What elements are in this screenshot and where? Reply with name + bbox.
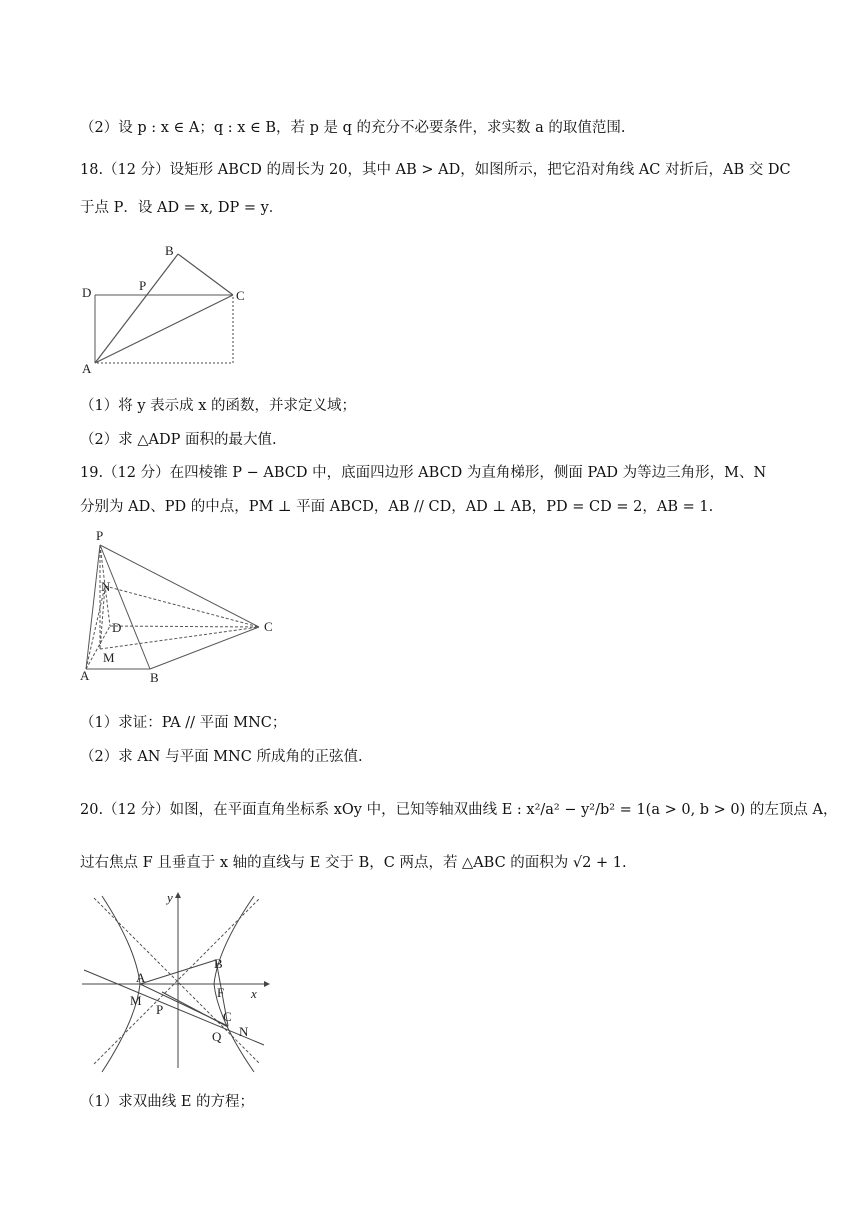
line-q18-intro: 18.（12 分）设矩形 ABCD 的周长为 20，其中 AB > AD，如图所示，把它沿对角线 AC 对折后，AB 交 DC xyxy=(80,162,791,178)
label-B: B xyxy=(214,956,223,971)
label-M: M xyxy=(130,993,142,1008)
figure-folded-rectangle xyxy=(78,240,258,380)
figure-hyperbola xyxy=(78,888,278,1073)
line-q19-intro: 19.（12 分）在四棱锥 P − ABCD 中，底面四边形 ABCD 为直角梯形，侧面 PAD 为等边三角形，M、N xyxy=(80,465,767,481)
label-Q: Q xyxy=(212,1029,222,1044)
label-P: P xyxy=(139,278,147,293)
line-q19-part2: （2）求 AN 与平面 MNC 所成角的正弦值. xyxy=(80,749,363,765)
label-D: D xyxy=(82,285,92,300)
line-q19-intro-cont: 分别为 AD、PD 的中点，PM ⊥ 平面 ABCD，AB // CD，AD ⊥ AB，PD = CD = 2，AB = 1. xyxy=(80,499,714,515)
label-M: M xyxy=(103,650,115,665)
line-q17-part2: （2）设 p : x ∈ A；q : x ∈ B，若 p 是 q 的充分不必要条件，求实数 a 的取值范围. xyxy=(80,120,626,136)
label-F: F xyxy=(217,985,225,1000)
line-q19-part1: （1）求证：PA // 平面 MNC； xyxy=(80,715,287,731)
label-N: N xyxy=(239,1024,249,1039)
line-q20-intro-cont: 过右焦点 F 且垂直于 x 轴的直线与 E 交于 B，C 两点，若 △ABC 的面积为 √2 + 1. xyxy=(80,855,627,871)
label-D: D xyxy=(112,620,122,635)
line-q18-part2: （2）求 △ADP 面积的最大值. xyxy=(80,432,277,448)
label-A: A xyxy=(80,668,90,683)
line-q20-intro: 20.（12 分）如图，在平面直角坐标系 xOy 中，已知等轴双曲线 E : x²/a² − y²/b² = 1(a > 0, b > 0) 的左顶点 A， xyxy=(80,802,838,818)
line-q18-part1: （1）将 y 表示成 x 的函数，并求定义域； xyxy=(80,398,357,414)
line-q20-part1: （1）求双曲线 E 的方程； xyxy=(80,1094,255,1110)
label-C: C xyxy=(236,288,245,303)
label-P: P xyxy=(96,528,104,543)
label-C: C xyxy=(223,1009,232,1024)
label-B: B xyxy=(165,243,174,258)
label-B: B xyxy=(150,670,159,685)
label-y: y xyxy=(167,890,173,905)
label-P: P xyxy=(156,1002,164,1017)
label-A: A xyxy=(82,361,92,376)
label-N: N xyxy=(101,579,111,594)
line-q18-intro-cont: 于点 P．设 AD = x, DP = y． xyxy=(80,200,284,216)
label-x: x xyxy=(251,986,257,1001)
figure-pyramid xyxy=(74,525,284,690)
label-A: A xyxy=(136,970,146,985)
label-C: C xyxy=(264,619,273,634)
